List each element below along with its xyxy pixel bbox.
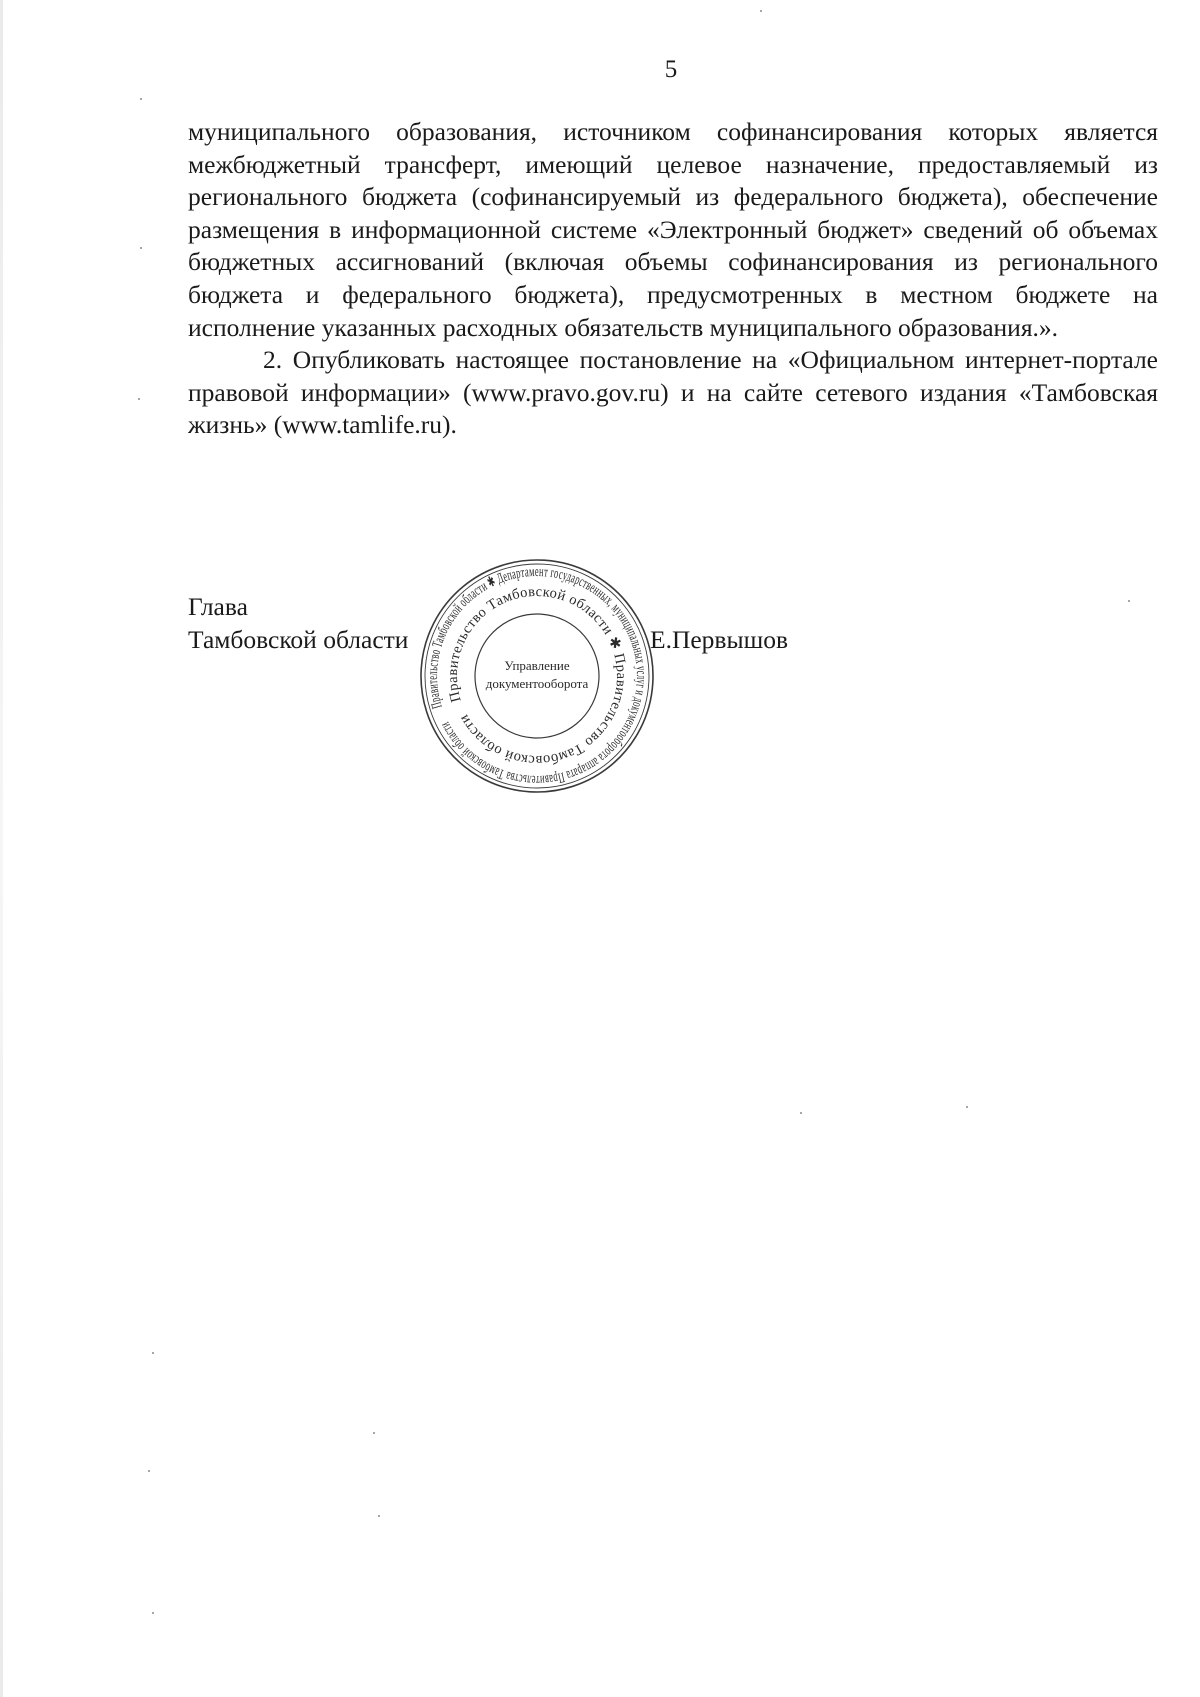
- scan-speck: [1128, 600, 1130, 602]
- signature-block: [188, 590, 408, 656]
- seal-outer-ring-text: Правительство Тамбовской области ✱ Департамент государственных, муниципальных услуг и документооборота аппарата Правительства Тамбовской области: [424, 563, 650, 789]
- seal-inner-ring-text: Правительство Тамбовской области ✱ Правительство Тамбовской области: [444, 583, 630, 769]
- signer-position-line-1: Глава: [188, 592, 248, 621]
- scan-speck: [148, 1470, 150, 1472]
- signer-position-line-2: Тамбовской области: [188, 625, 409, 654]
- paragraph-publication: 2. Опубликовать настоящее постановление на «Официальном интернет-портале правовой информации» (www.pravo.gov.ru) и на сайте сетевого издания «Тамбовская жизнь» (www.tamlife.ru).: [188, 345, 1158, 440]
- scan-speck: [152, 1612, 154, 1614]
- paragraph-continuation: муниципального образования, источником софинансирования которых является межбюджетный трансферт, имеющий целевое назначение, предоставляемый из регионального бюджета (софинансируемый из федерального бюджета), обеспечение размещения в информационной системе «Электронный бюджет» сведений об объемах бюджетных ассигнований (включая объемы софинансирования из регионального бюджета и федерального бюджета), предусмотренных в местном бюджете на исполнение указанных расходных обязательств муниципального образования.».: [188, 117, 1158, 342]
- seal-center-line-1: Управление: [504, 658, 570, 673]
- scan-speck: [152, 1352, 154, 1354]
- scan-speck: [140, 247, 142, 249]
- document-body: [188, 116, 1158, 442]
- scan-speck: [966, 1106, 968, 1108]
- scan-speck: [800, 1112, 802, 1114]
- scan-speck: [373, 1432, 375, 1434]
- seal-center-line-2: документооборота: [485, 676, 589, 691]
- scan-speck: [140, 98, 142, 100]
- scan-speck: [378, 1515, 380, 1517]
- official-seal-stamp: [414, 556, 660, 796]
- scan-left-edge: [0, 0, 3, 1697]
- scan-speck: [138, 398, 140, 400]
- seal-graphic: [414, 556, 660, 796]
- scan-speck: [760, 10, 762, 12]
- page-number: 5: [664, 56, 678, 83]
- signer-name: Е.Первышов: [650, 625, 789, 654]
